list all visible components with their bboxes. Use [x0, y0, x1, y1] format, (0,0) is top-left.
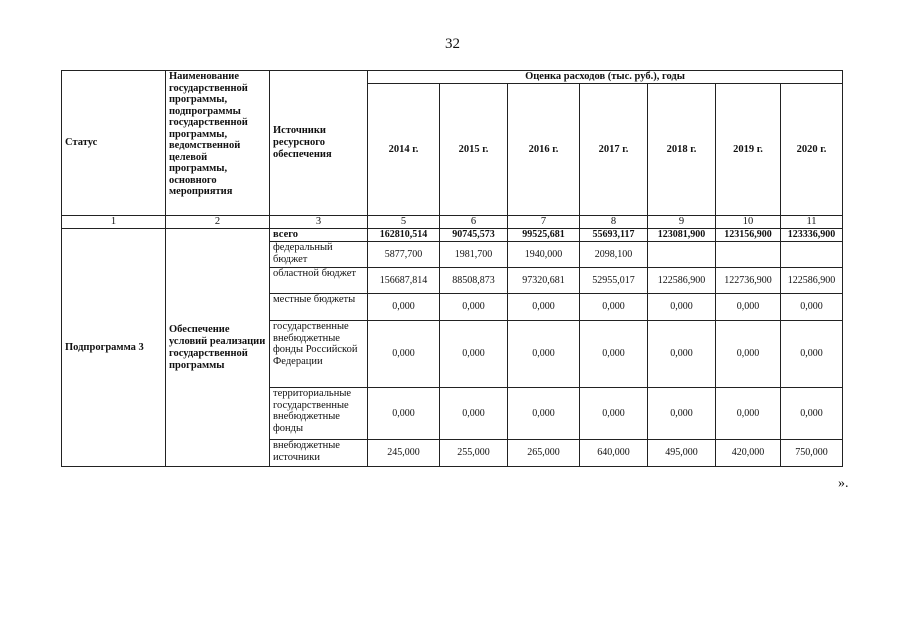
column-number: 9 [648, 216, 716, 229]
value-cell: 88508,873 [440, 268, 508, 294]
value-cell: 1981,700 [440, 242, 508, 268]
value-cell: 162810,514 [368, 229, 440, 242]
source-label: внебюджетные источники [270, 440, 368, 467]
value-cell: 0,000 [580, 294, 648, 321]
value-cell [716, 242, 781, 268]
value-cell: 0,000 [440, 294, 508, 321]
value-cell: 750,000 [781, 440, 843, 467]
header-year: 2017 г. [580, 84, 648, 216]
value-cell: 0,000 [781, 388, 843, 440]
value-cell: 245,000 [368, 440, 440, 467]
table-row [62, 229, 843, 242]
value-cell: 640,000 [580, 440, 648, 467]
header-name: Наименование государственной программы, подпрограммы государственной программы, ведомственной целевой программы, основного мероприятия [166, 71, 270, 216]
value-cell: 0,000 [716, 388, 781, 440]
source-label: областной бюджет [270, 268, 368, 294]
subprogram-status: Подпрограмма 3 [62, 229, 166, 467]
value-cell: 123081,900 [648, 229, 716, 242]
source-label: территориальные государственные внебюджетные фонды [270, 388, 368, 440]
value-cell: 156687,814 [368, 268, 440, 294]
value-cell: 0,000 [716, 294, 781, 321]
header-year: 2020 г. [781, 84, 843, 216]
value-cell: 0,000 [368, 321, 440, 388]
header-year: 2014 г. [368, 84, 440, 216]
value-cell: 420,000 [716, 440, 781, 467]
value-cell: 2098,100 [580, 242, 648, 268]
value-cell: 0,000 [368, 388, 440, 440]
value-cell: 0,000 [648, 294, 716, 321]
value-cell: 0,000 [440, 388, 508, 440]
source-label: федеральный бюджет [270, 242, 368, 268]
value-cell: 90745,573 [440, 229, 508, 242]
value-cell: 0,000 [580, 321, 648, 388]
page-number: 32 [445, 36, 460, 52]
value-cell: 265,000 [508, 440, 580, 467]
source-label: государственные внебюджетные фонды Российской Федерации [270, 321, 368, 388]
closing-quote-mark: ». [838, 476, 849, 491]
subprogram-name: Обеспечение условий реализации государственной программы [166, 229, 270, 467]
value-cell: 0,000 [648, 388, 716, 440]
value-cell: 122586,900 [648, 268, 716, 294]
header-year: 2015 г. [440, 84, 508, 216]
value-cell: 0,000 [368, 294, 440, 321]
value-cell: 122736,900 [716, 268, 781, 294]
value-cell: 99525,681 [508, 229, 580, 242]
value-cell: 0,000 [508, 321, 580, 388]
value-cell: 123156,900 [716, 229, 781, 242]
value-cell: 0,000 [440, 321, 508, 388]
header-year: 2016 г. [508, 84, 580, 216]
source-label: всего [270, 229, 368, 242]
value-cell: 0,000 [508, 388, 580, 440]
value-cell [648, 242, 716, 268]
value-cell: 1940,000 [508, 242, 580, 268]
value-cell: 495,000 [648, 440, 716, 467]
value-cell: 0,000 [508, 294, 580, 321]
column-number: 2 [166, 216, 270, 229]
value-cell: 55693,117 [580, 229, 648, 242]
header-year: 2019 г. [716, 84, 781, 216]
value-cell: 5877,700 [368, 242, 440, 268]
header-costs: Оценка расходов (тыс. руб.), годы [368, 71, 843, 84]
value-cell: 0,000 [781, 321, 843, 388]
value-cell: 0,000 [716, 321, 781, 388]
column-number: 11 [781, 216, 843, 229]
column-number: 8 [580, 216, 648, 229]
value-cell: 0,000 [580, 388, 648, 440]
value-cell: 97320,681 [508, 268, 580, 294]
column-number: 7 [508, 216, 580, 229]
header-status: Статус [62, 71, 166, 216]
column-number-row [62, 216, 843, 229]
column-number: 10 [716, 216, 781, 229]
value-cell [781, 242, 843, 268]
value-cell: 255,000 [440, 440, 508, 467]
column-number: 1 [62, 216, 166, 229]
header-year: 2018 г. [648, 84, 716, 216]
source-label: местные бюджеты [270, 294, 368, 321]
resource-table [61, 70, 843, 467]
value-cell: 0,000 [781, 294, 843, 321]
column-number: 3 [270, 216, 368, 229]
value-cell: 52955,017 [580, 268, 648, 294]
value-cell: 122586,900 [781, 268, 843, 294]
value-cell: 0,000 [648, 321, 716, 388]
column-number: 5 [368, 216, 440, 229]
value-cell: 123336,900 [781, 229, 843, 242]
header-sources: Источники ресурсного обеспечения [270, 71, 368, 216]
column-number: 6 [440, 216, 508, 229]
